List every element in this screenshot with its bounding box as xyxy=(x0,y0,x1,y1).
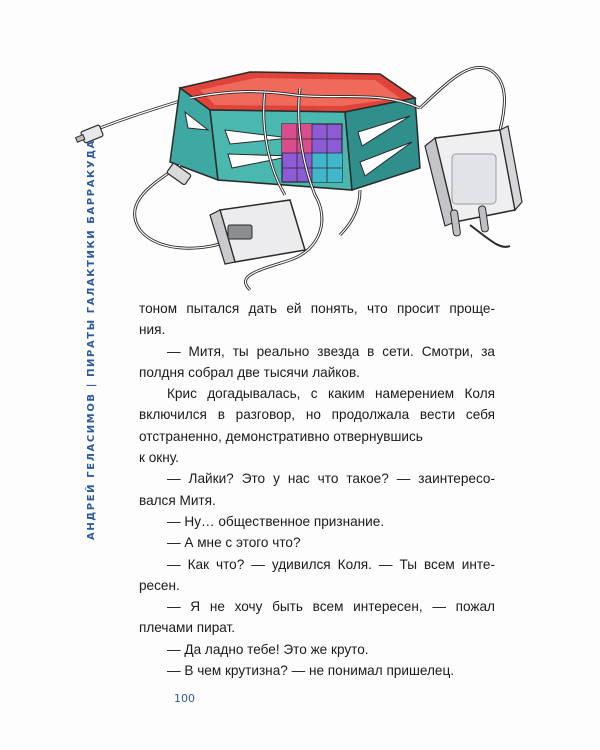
text-line: плечами пират. xyxy=(139,620,236,636)
text-line: отстраненно, демонстративно отвернувшись xyxy=(139,428,423,444)
body-text xyxy=(139,298,495,681)
text-line: — Ну… общественное признание. xyxy=(167,513,385,529)
text-line: к окну. xyxy=(139,450,179,466)
running-header: АНДРЕЙ ГЕЛАСИМОВ | ПИРАТЫ ГАЛАКТИКИ БАРРАКУДА xyxy=(86,139,97,540)
text-line: — В чем крутизна? — не понимал пришелец. xyxy=(167,663,455,679)
text-line: — Лайки? Это у нас что такое? — заинтересо- xyxy=(167,471,495,487)
text-line: ресен. xyxy=(139,577,180,593)
text-line: включился в разговор, но продолжала вести себя xyxy=(139,407,495,423)
text-line: — А мне с этого что? xyxy=(167,535,301,551)
page-number: 100 xyxy=(174,692,195,705)
text-line: — Как что? — удивился Коля. — Ты всем инте- xyxy=(167,556,495,572)
text-line: — Митя, ты реально звезда в сети. Смотри, за xyxy=(167,343,495,359)
text-line: — Да ладно тебе! Это же круто. xyxy=(167,641,369,657)
text-line: ния. xyxy=(139,322,166,338)
text-line: тоном пытался дать ей понять, что просит проще- xyxy=(139,301,495,316)
text-line: полдня собрал две тысячи лайков. xyxy=(139,364,360,380)
power-bank-illustration xyxy=(60,50,540,300)
text-line: вался Митя. xyxy=(139,492,216,508)
text-line: — Я не хочу быть всем интересен, — пожал xyxy=(167,599,495,615)
text-line: Крис догадывалась, с каким намерением Коля xyxy=(167,386,495,402)
